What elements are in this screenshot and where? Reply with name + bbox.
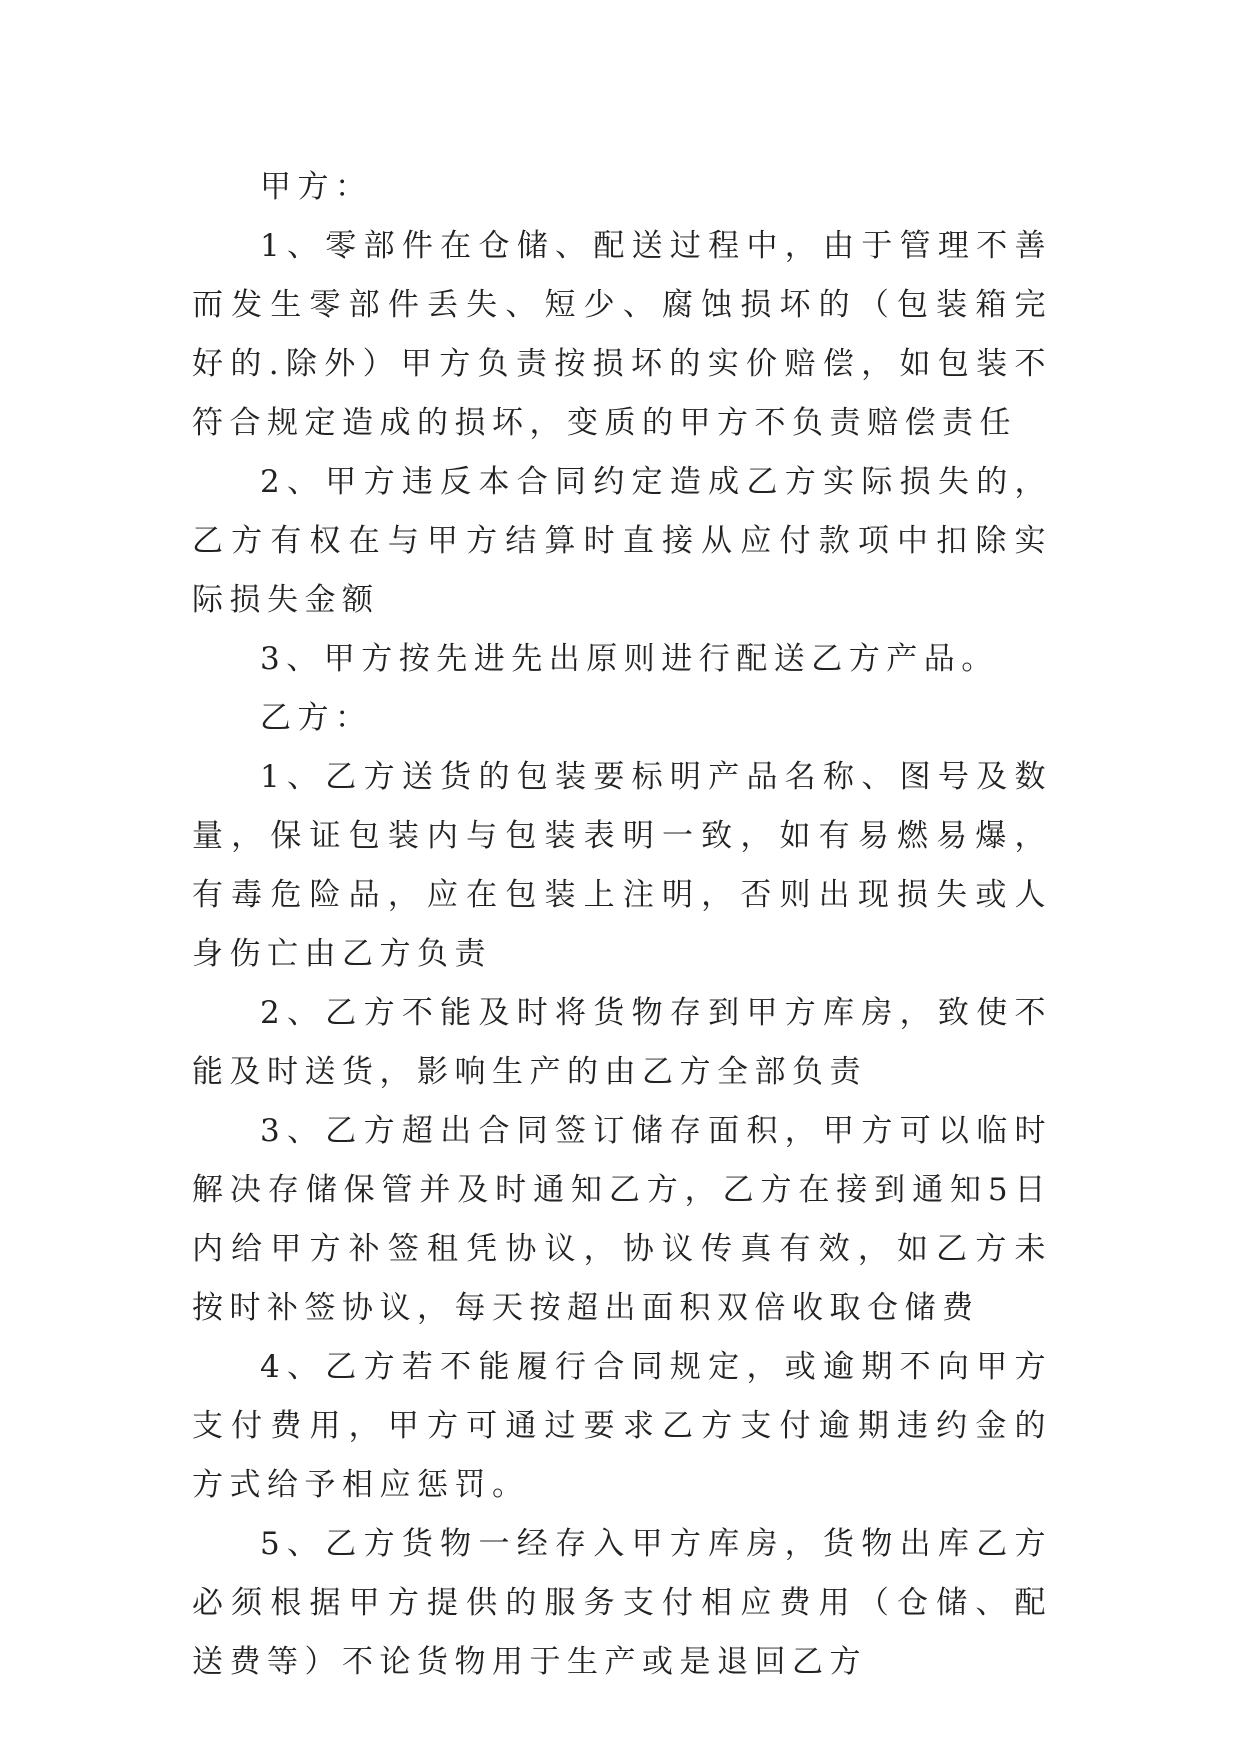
document-body: [192, 158, 1052, 1692]
party-b-clause-2: 2、乙方不能及时将货物存到甲方库房，致使不能及时送货，影响生产的由乙方全部负责: [192, 995, 1052, 1090]
party-a-heading: 甲方：: [260, 169, 373, 205]
party-b-clause-5: 5、乙方货物一经存入甲方库房，货物出库乙方必须根据甲方提供的服务支付相应费用（仓储、配送费等）不论货物用于生产或是退回乙方: [192, 1526, 1052, 1680]
party-a-clause-3: 3、甲方按先进先出原则进行配送乙方产品。: [260, 641, 999, 677]
party-b-heading: 乙方：: [260, 700, 373, 736]
party-b-clause-4: 4、乙方若不能履行合同规定，或逾期不向甲方支付费用，甲方可通过要求乙方支付逾期违约金的方式给予相应惩罚。: [192, 1349, 1052, 1503]
party-a-clause-2: 2、甲方违反本合同约定造成乙方实际损失的，乙方有权在与甲方结算时直接从应付款项中扣除实际损失金额: [192, 464, 1052, 618]
party-a-clause-1: 1、零部件在仓储、配送过程中，由于管理不善而发生零部件丢失、短少、腐蚀损坏的（包装箱完好的.除外）甲方负责按损坏的实价赔偿，如包装不符合规定造成的损坏，变质的甲方不负责赔偿责任: [192, 228, 1052, 441]
party-b-clause-3: 3、乙方超出合同签订储存面积，甲方可以临时解决存储保管并及时通知乙方，乙方在接到通知5日内给甲方补签租凭协议，协议传真有效，如乙方未按时补签协议，每天按超出面积双倍收取仓储费: [192, 1113, 1052, 1326]
party-b-clause-1: 1、乙方送货的包装要标明产品名称、图号及数量，保证包装内与包装表明一致，如有易燃易爆，有毒危险品，应在包装上注明，否则出现损失或人身伤亡由乙方负责: [192, 759, 1052, 972]
